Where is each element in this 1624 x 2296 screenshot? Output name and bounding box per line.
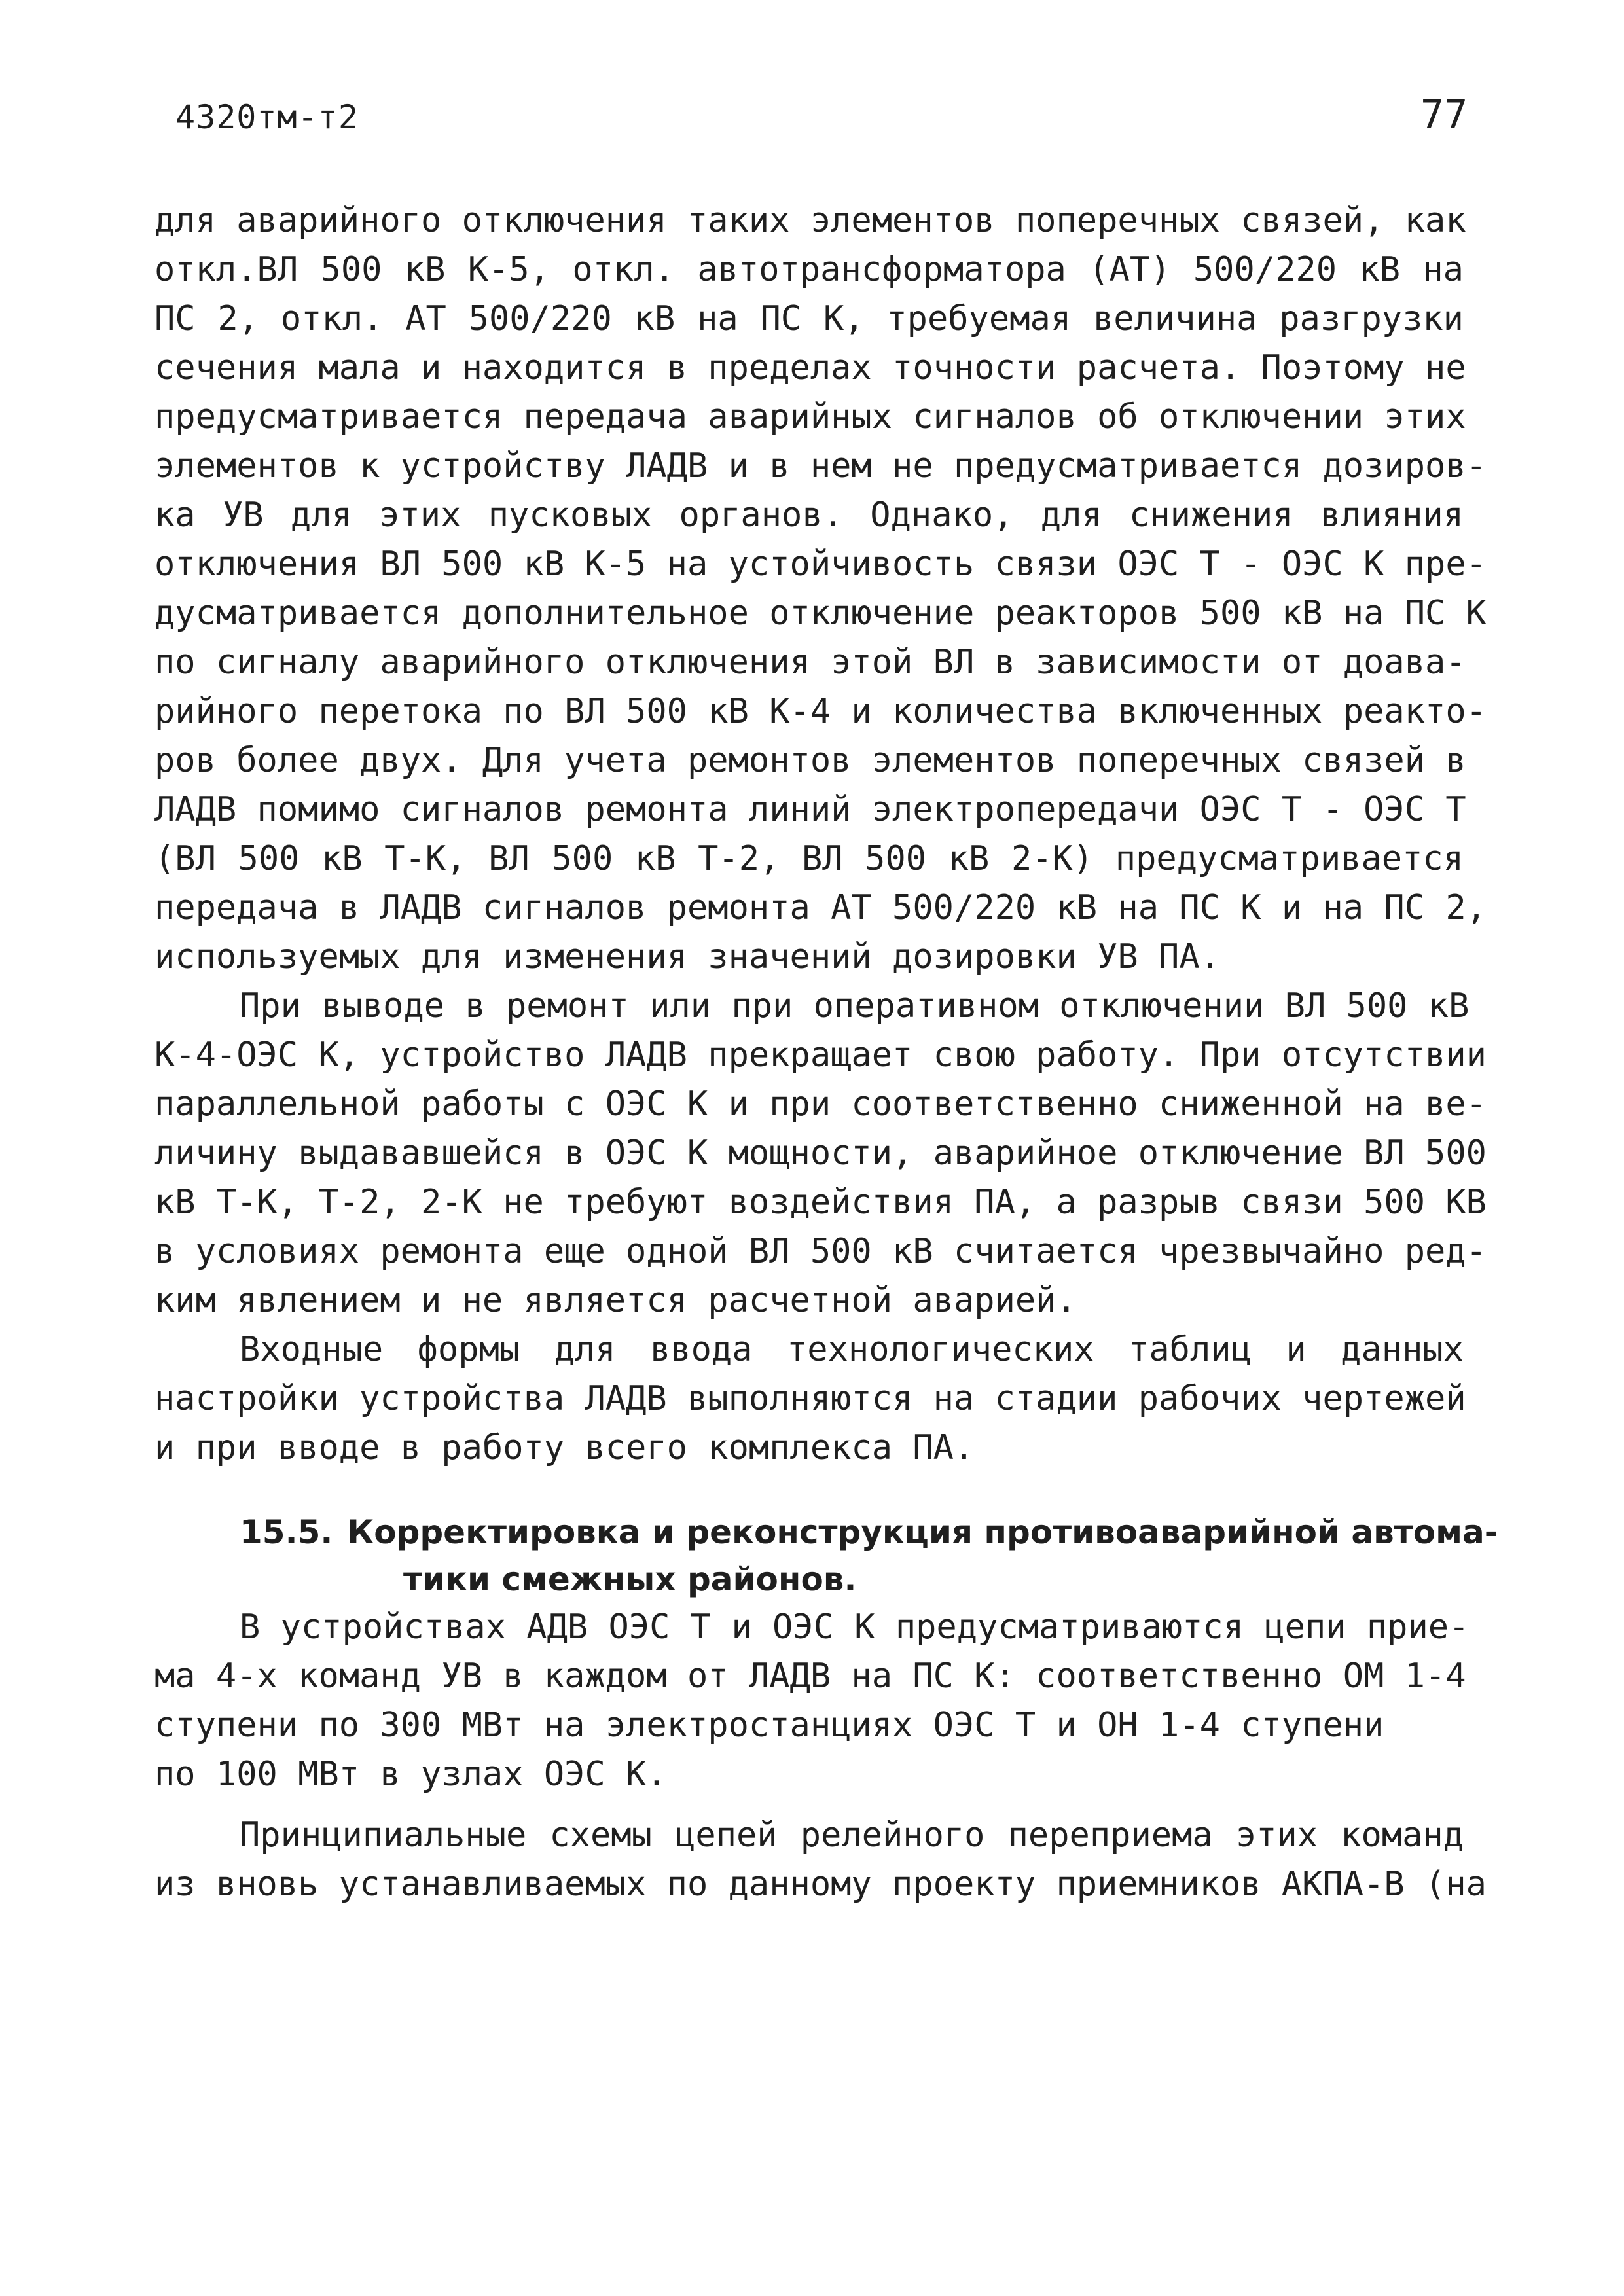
text-line: личину выдававшейся в ОЭС К мощности, аварийное отключение ВЛ 500 (154, 1134, 1487, 1173)
paragraph-1 (154, 196, 1487, 982)
section-number: 15.5. (240, 1513, 333, 1551)
text-line: параллельной работы с ОЭС К и при соответственно сниженной на ве- (154, 1085, 1487, 1124)
text-line: дусматривается дополнительное отключение реакторов 500 кВ на ПС К (154, 594, 1487, 633)
text-line: откл.ВЛ 500 кВ К-5, откл. автотрансформатора (АТ) 500/220 кВ на (154, 250, 1464, 289)
text-line: используемых для изменения значений дозировки УВ ПА. (154, 937, 1220, 977)
text-line: передача в ЛАДВ сигналов ремонта АТ 500/220 кВ на ПС К и на ПС 2, (154, 888, 1487, 927)
text-line: ров более двух. Для учета ремонтов элементов поперечных связей в (154, 741, 1466, 780)
text-line: из вновь устанавливаемых по данному проекту приемников АКПА-В (на (154, 1865, 1487, 1904)
text-line: К-4-ОЭС К, устройство ЛАДВ прекращает свою работу. При отсутствии (154, 1035, 1487, 1075)
text-line: рийного перетока по ВЛ 500 кВ К-4 и количества включенных реакто- (154, 692, 1487, 731)
text-line: сечения мала и находится в пределах точности расчета. Поэтому не (154, 348, 1466, 387)
text-line: отключения ВЛ 500 кВ К-5 на устойчивость связи ОЭС Т - ОЭС К пре- (154, 545, 1487, 584)
text-line: в условиях ремонта еще одной ВЛ 500 кВ считается чрезвычайно ред- (154, 1232, 1487, 1271)
text-line: ка УВ для этих пусковых органов. Однако, для снижения влияния (154, 495, 1464, 535)
text-line: предусматривается передача аварийных сигналов об отключении этих (154, 397, 1466, 437)
paragraph-5 (154, 1811, 1487, 1909)
paragraph-4 (154, 1603, 1470, 1799)
text-line: ПС 2, откл. АТ 500/220 кВ на ПС К, требуемая величина разгрузки (154, 299, 1464, 338)
text-line: ма 4-х команд УВ в каждом от ЛАДВ на ПС К: соответственно ОМ 1-4 (154, 1657, 1466, 1696)
text-line: для аварийного отключения таких элементов поперечных связей, как (154, 201, 1466, 240)
section-title: Корректировка и реконструкция противоаварийной автома- (347, 1513, 1498, 1551)
text-line: кВ Т-К, Т-2, 2-К не требуют воздействия ПА, а разрыв связи 500 КВ (154, 1183, 1487, 1222)
text-line: ступени по 300 МВт на электростанциях ОЭС Т и ОН 1-4 ступени (154, 1706, 1384, 1745)
text-line: ким явлением и не является расчетной аварией. (154, 1281, 1077, 1320)
section-heading-line: тики смежных районов. (403, 1560, 857, 1598)
text-line: по 100 МВт в узлах ОЭС К. (154, 1755, 667, 1794)
text-line: по сигналу аварийного отключения этой ВЛ в зависимости от доава- (154, 643, 1466, 682)
section-heading-line (240, 1509, 1498, 1556)
text-line: В устройствах АДВ ОЭС Т и ОЭС К предусматриваются цепи прие- (240, 1607, 1470, 1647)
text-line: При выводе в ремонт или при оперативном отключении ВЛ 500 кВ (240, 986, 1470, 1026)
text-line: Принципиальные схемы цепей релейного переприема этих команд (240, 1816, 1464, 1855)
text-line: ЛАДВ помимо сигналов ремонта линий электропередачи ОЭС Т - ОЭС Т (154, 790, 1466, 829)
paragraph-2 (154, 982, 1487, 1325)
paragraph-3 (154, 1325, 1464, 1473)
text-line: Входные формы для ввода технологических таблиц и данных (240, 1330, 1464, 1369)
page-number: 77 (1420, 92, 1468, 137)
document-code: 4320тм-т2 (175, 98, 359, 136)
text-line: и при вводе в работу всего комплекса ПА. (154, 1428, 975, 1467)
text-line: элементов к устройству ЛАДВ и в нем не предусматривается дозиров- (154, 446, 1487, 486)
text-line: (ВЛ 500 кВ Т-К, ВЛ 500 кВ Т-2, ВЛ 500 кВ 2-К) предусматривается (154, 839, 1464, 878)
section-heading (240, 1509, 1498, 1603)
body-text (154, 196, 1498, 1909)
text-line: настройки устройства ЛАДВ выполняются на стадии рабочих чертежей (154, 1379, 1466, 1418)
